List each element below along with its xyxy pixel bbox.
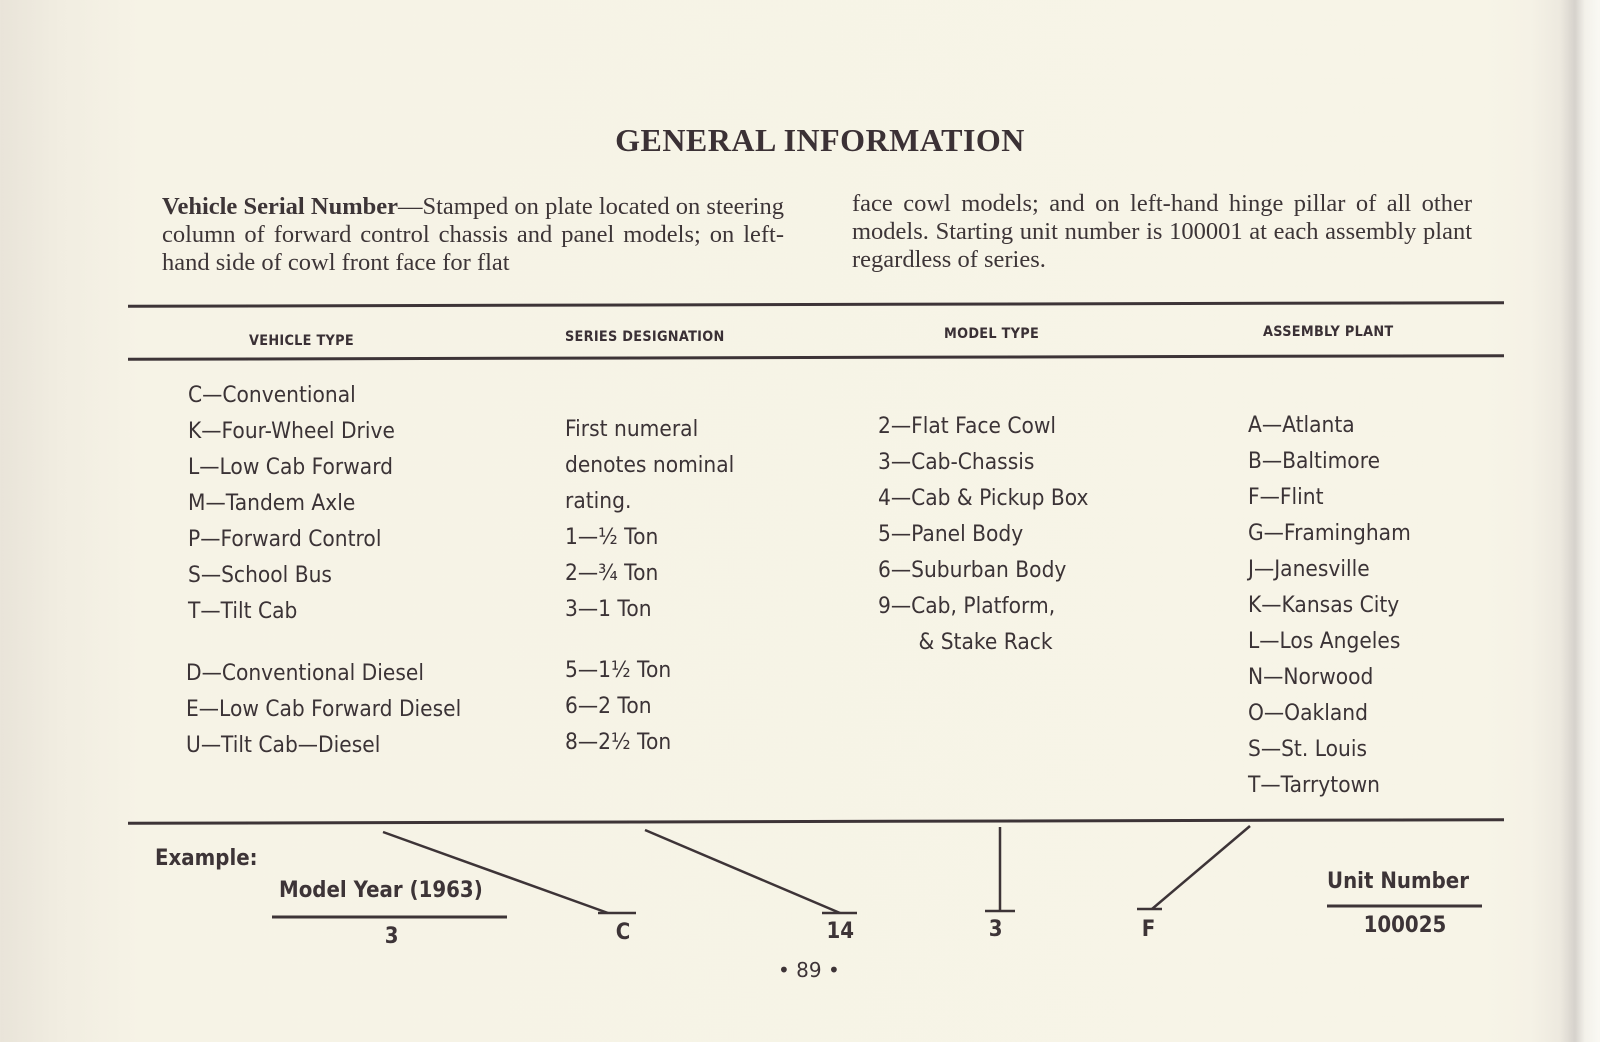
series-note: denotes nominal xyxy=(565,453,735,478)
header-model-type: MODEL TYPE xyxy=(944,326,1040,342)
list-item: 4—Cab & Pickup Box xyxy=(878,486,1089,511)
list-item: B—Baltimore xyxy=(1248,449,1381,474)
list-item: S—School Bus xyxy=(188,563,332,588)
list-item: 8—2½ Ton xyxy=(565,730,672,755)
list-item: A—Atlanta xyxy=(1248,413,1355,438)
list-item: L—Low Cab Forward xyxy=(188,455,394,480)
list-item: O—Oakland xyxy=(1248,701,1368,726)
list-item: 2—¾ Ton xyxy=(565,561,659,586)
page-title: GENERAL INFORMATION xyxy=(615,122,1025,158)
intro-lead: Vehicle Serial Number xyxy=(162,193,398,220)
list-item: 3—1 Ton xyxy=(565,597,652,622)
list-item: 1—½ Ton xyxy=(565,525,659,550)
model-year-value: 3 xyxy=(384,924,399,949)
list-item: T—Tilt Cab xyxy=(188,599,298,624)
vehicle-type-value: C xyxy=(615,920,631,945)
series-note: rating. xyxy=(565,489,632,514)
list-item: 9—Cab, Platform, xyxy=(878,594,1056,619)
unit-number-label: Unit Number xyxy=(1327,869,1469,894)
list-item: 6—2 Ton xyxy=(565,694,652,719)
list-item: M—Tandem Axle xyxy=(188,491,356,516)
list-item: U—Tilt Cab—Diesel xyxy=(186,733,381,758)
list-item: G—Framingham xyxy=(1248,521,1411,546)
header-series-designation: SERIES DESIGNATION xyxy=(565,329,725,345)
intro-paragraph-right: face cowl models; and on left-hand hinge pillar of all other models. Starting unit number is 100001 at each assembly plant regardless of series. xyxy=(852,190,1472,273)
list-item: L—Los Angeles xyxy=(1248,629,1401,654)
example-label: Example: xyxy=(155,846,258,871)
page-number: • 89 • xyxy=(778,958,840,982)
unit-number-value: 100025 xyxy=(1363,913,1447,938)
header-assembly-plant: ASSEMBLY PLANT xyxy=(1263,324,1394,340)
list-item: 3—Cab-Chassis xyxy=(878,450,1035,475)
list-item: 5—Panel Body xyxy=(878,522,1024,547)
series-note: First numeral xyxy=(565,417,699,442)
list-item: D—Conventional Diesel xyxy=(186,661,424,686)
list-item: 2—Flat Face Cowl xyxy=(878,414,1057,439)
list-item: N—Norwood xyxy=(1248,665,1374,690)
list-item: & Stake Rack xyxy=(918,630,1053,655)
list-item: F—Flint xyxy=(1248,485,1324,510)
list-item: K—Four-Wheel Drive xyxy=(188,419,395,444)
model-type-value: 3 xyxy=(988,917,1003,942)
list-item: E—Low Cab Forward Diesel xyxy=(186,697,462,722)
list-item: J—Janesville xyxy=(1248,557,1370,582)
list-item: C—Conventional xyxy=(188,383,356,408)
list-item: P—Forward Control xyxy=(188,527,382,552)
intro-text-left: —Stamped on plate located on steering column of forward control chassis and panel models; on left-hand side of cowl front face for flat xyxy=(162,193,784,276)
list-item: 6—Suburban Body xyxy=(878,558,1067,583)
header-vehicle-type: VEHICLE TYPE xyxy=(249,333,354,349)
list-item: S—St. Louis xyxy=(1248,737,1368,762)
list-item: 5—1½ Ton xyxy=(565,658,672,683)
list-item: T—Tarrytown xyxy=(1248,773,1380,798)
series-value: 14 xyxy=(826,919,855,944)
model-year-label: Model Year (1963) xyxy=(279,878,483,903)
list-item: K—Kansas City xyxy=(1248,593,1400,618)
plant-value: F xyxy=(1141,917,1156,942)
